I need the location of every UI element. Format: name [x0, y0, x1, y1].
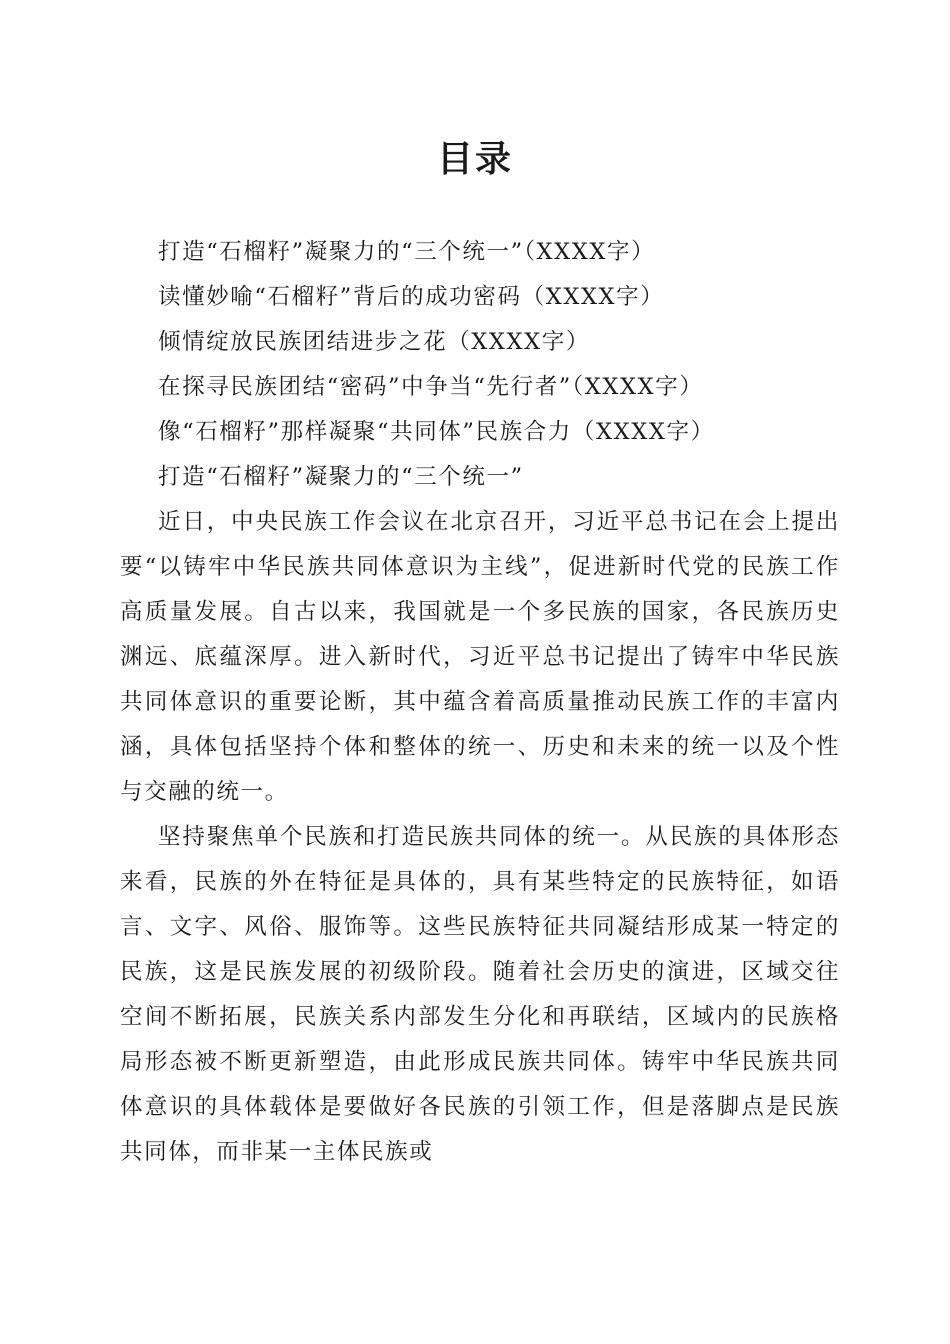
toc-item-1[interactable]: 打造“石榴籽”凝聚力的“三个统一”（XXXX字） [158, 239, 656, 265]
toc-item-2[interactable]: 读懂妙喻“石榴籽”背后的成功密码（XXXX字） [158, 284, 665, 310]
section-heading: 打造“石榴籽”凝聚力的“三个统一” [158, 464, 524, 490]
paragraph-2: 坚持聚焦单个民族和打造民族共同体的统一。从民族的具体形态来看，民族的外在特征是具体的，具有某些特定的民族特征，如语言、文字、风俗、服饰等。这些民族特征共同凝结形成某一特定的民族，这是民族发展的初级阶段。随着社会历史的演进，区域交往空间不断拓展，民族关系内部发生分化和再联结，区域内的民族格局形态被不断更新塑造，由此形成民族共同体。铸牢中华民族共同体意识的具体载体是要做好各民族的引领工作，但是落脚点是民族共同体，而非某一主体民族或 [120, 824, 840, 1165]
toc-item-4[interactable]: 在探寻民族团结“密码”中争当“先行者”（XXXX字） [158, 374, 704, 400]
table-of-contents [158, 230, 878, 500]
toc-item-5[interactable]: 像“石榴籽”那样凝聚“共同体”民族合力（XXXX字） [158, 419, 715, 445]
body-text [120, 500, 840, 1175]
toc-item-3[interactable]: 倾情绽放民族团结进步之花（XXXX字） [158, 329, 590, 355]
paragraph-1: 近日，中央民族工作会议在北京召开，习近平总书记在会上提出要“以铸牢中华民族共同体意识为主线”，促进新时代党的民族工作高质量发展。自古以来，我国就是一个多民族的国家，各民族历史渊远、底蕴深厚。进入新时代，习近平总书记提出了铸牢中华民族共同体意识的重要论断，其中蕴含着高质量推动民族工作的丰富内涵，具体包括坚持个体和整体的统一、历史和未来的统一以及个性与交融的统一。 [120, 509, 840, 805]
page-title: 目录 [436, 139, 513, 180]
